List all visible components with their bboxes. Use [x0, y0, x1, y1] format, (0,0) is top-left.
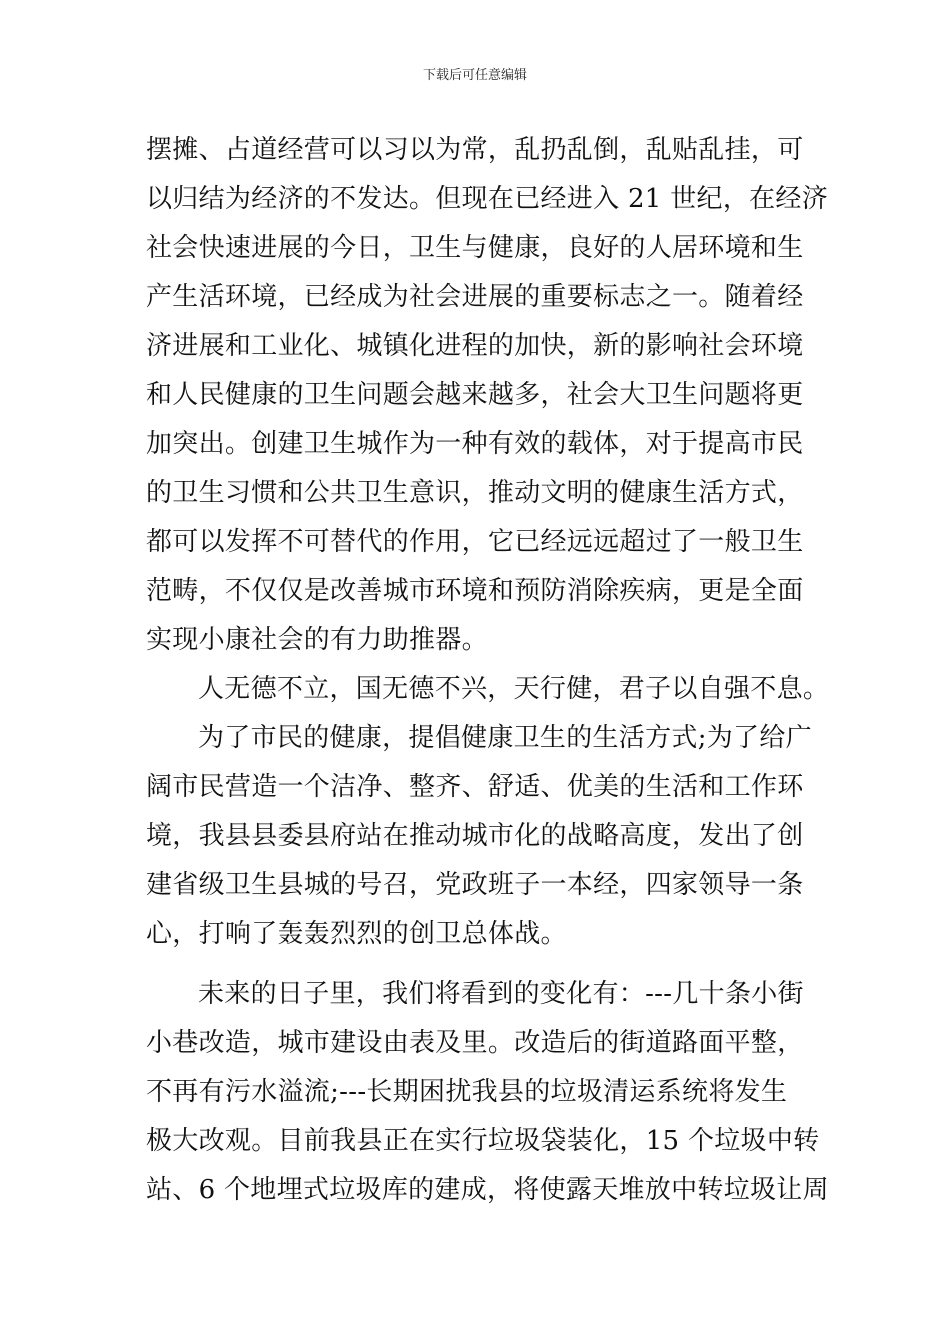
- paragraph-spacer: [146, 959, 808, 970]
- text-line: 阔市民营造一个洁净、整齐、舒适、优美的生活和工作环: [146, 772, 804, 802]
- paragraph-3: [146, 714, 812, 959]
- text-line: 社会快速进展的今日，卫生与健康，良好的人居环境和生: [146, 233, 804, 263]
- paragraph-2: [146, 665, 830, 714]
- text-line: 心，打响了轰轰烈烈的创卫总体战。: [146, 919, 567, 949]
- text-line: 人无德不立，国无德不兴，天行健，君子以自强不息。: [198, 674, 830, 704]
- text-line: 加突出。创建卫生城作为一种有效的载体，对于提高市民: [146, 429, 804, 459]
- text-line: 实现小康社会的有力助推器。: [146, 625, 488, 655]
- text-line: 为了市民的健康，提倡健康卫生的生活方式;为了给广: [198, 723, 812, 753]
- text-line: 产生活环境，已经成为社会进展的重要标志之一。随着经: [146, 282, 804, 312]
- text-line: 小巷改造，城市建设由表及里。改造后的街道路面平整，: [146, 1028, 804, 1058]
- text-line: 范畴，不仅仅是改善城市环境和预防消除疾病，更是全面: [146, 576, 804, 606]
- text-line: 以归结为经济的不发达。但现在已经进入 21 世纪，在经济: [146, 184, 829, 214]
- text-line: 建省级卫生县城的号召，党政班子一本经，四家领导一条: [146, 870, 804, 900]
- text-line: 境，我县县委县府站在推动城市化的战略高度，发出了创: [146, 821, 804, 851]
- text-line: 摆摊、占道经营可以习以为常，乱扔乱倒，乱贴乱挂，可: [146, 135, 804, 165]
- text-line: 未来的日子里，我们将看到的变化有：---几十条小街: [198, 979, 804, 1009]
- text-line: 极大改观。目前我县正在实行垃圾袋装化，15 个垃圾中转: [146, 1126, 820, 1156]
- page-header: 下载后可任意编辑: [422, 68, 527, 83]
- text-line: 和人民健康的卫生问题会越来越多，社会大卫生问题将更: [146, 380, 804, 410]
- document-body: [146, 126, 830, 1215]
- paragraph-4: [146, 970, 829, 1215]
- text-line: 都可以发挥不可替代的作用，它已经远远超过了一般卫生: [146, 527, 804, 557]
- text-line: 站、6 个地埋式垃圾库的建成，将使露天堆放中转垃圾让周: [146, 1175, 829, 1205]
- paragraph-1: [146, 126, 829, 665]
- text-line: 不再有污水溢流;---长期困扰我县的垃圾清运系统将发生: [146, 1077, 788, 1107]
- text-line: 的卫生习惯和公共卫生意识，推动文明的健康生活方式，: [146, 478, 804, 508]
- text-line: 济进展和工业化、城镇化进程的加快，新的影响社会环境: [146, 331, 804, 361]
